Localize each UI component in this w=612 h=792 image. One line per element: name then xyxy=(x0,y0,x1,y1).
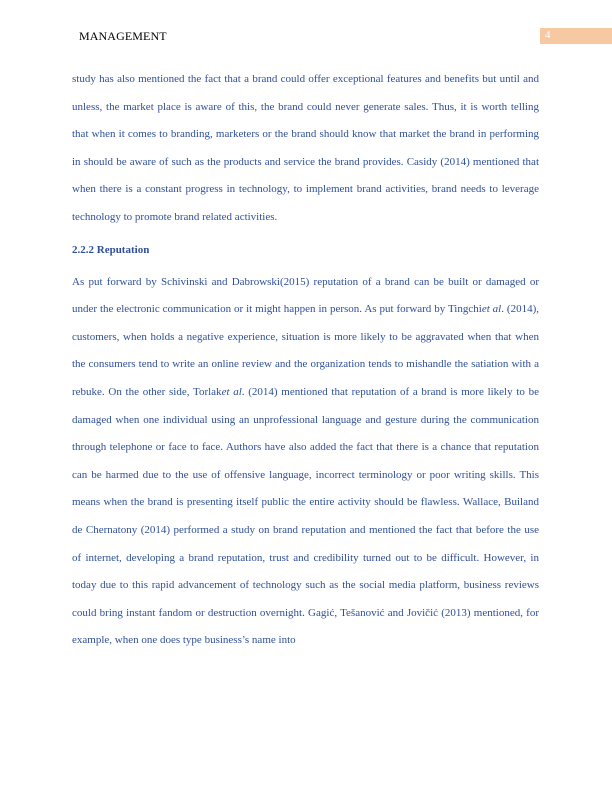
page-number: 4 xyxy=(545,29,551,41)
section-heading-reputation: 2.2.2 Reputation xyxy=(72,243,150,256)
running-head: MANAGEMENT xyxy=(79,29,167,43)
document-body xyxy=(72,66,539,655)
et-al-italic: et al xyxy=(481,303,502,316)
paragraph-reputation xyxy=(72,269,539,655)
paragraph-branding-continued: study has also mentioned the fact that a brand could offer exceptional features and benefits but until and unless, the market place is aware of this, the brand could never generate sales. Thus, it is worth telling that when it comes to branding, marketers or the brand should know that market the brand in performing in should be aware of such as the products and service the brand provides. Casidy (2014) mentioned that when there is a constant progress in technology, to implement brand activities, brand needs to leverage technology to promote brand related activities. xyxy=(72,73,539,223)
paragraph-text-segment: As put forward by Schivinski and Dabrowski(2015) reputation of a brand can be built or damaged or under the electronic communication or it might happen in person. As put forward by Tingchi xyxy=(72,275,539,316)
page-number-box xyxy=(540,28,612,44)
paragraph-text-segment: . (2014) mentioned that reputation of a brand is more likely to be damaged when one individual using an unprofessional language and gesture during the communication through telephone or face to face. Authors have also added the fact that there is a chance that reputation can be harmed due to the use of offensive language, incorrect terminology or poor writing skills. This means when the brand is presenting itself public the entire activity should be flawless. Wallace, Builand de Chernatony (2014) performed a study on brand reputation and mentioned the fact that before the use of internet, developing a brand reputation, trust and credibility turned out to be difficult. However, in today due to this rapid advancement of technology such as the social media platform, business reviews could bring instant fandom or destruction overnight. Gagić, Tešanović and Jovičić (2013) mentioned, for example, when one does type business’s name into xyxy=(72,385,539,647)
page-header xyxy=(0,28,612,44)
paragraph-text-segment: . (2014), customers, when holds a negative experience, situation is more likely to be aggravated when that when the consumers tend to write an online review and the organization tends to mishandle the satiation with a rebuke. On the other side, Torlak xyxy=(72,303,540,398)
et-al-italic: et al xyxy=(221,385,242,398)
